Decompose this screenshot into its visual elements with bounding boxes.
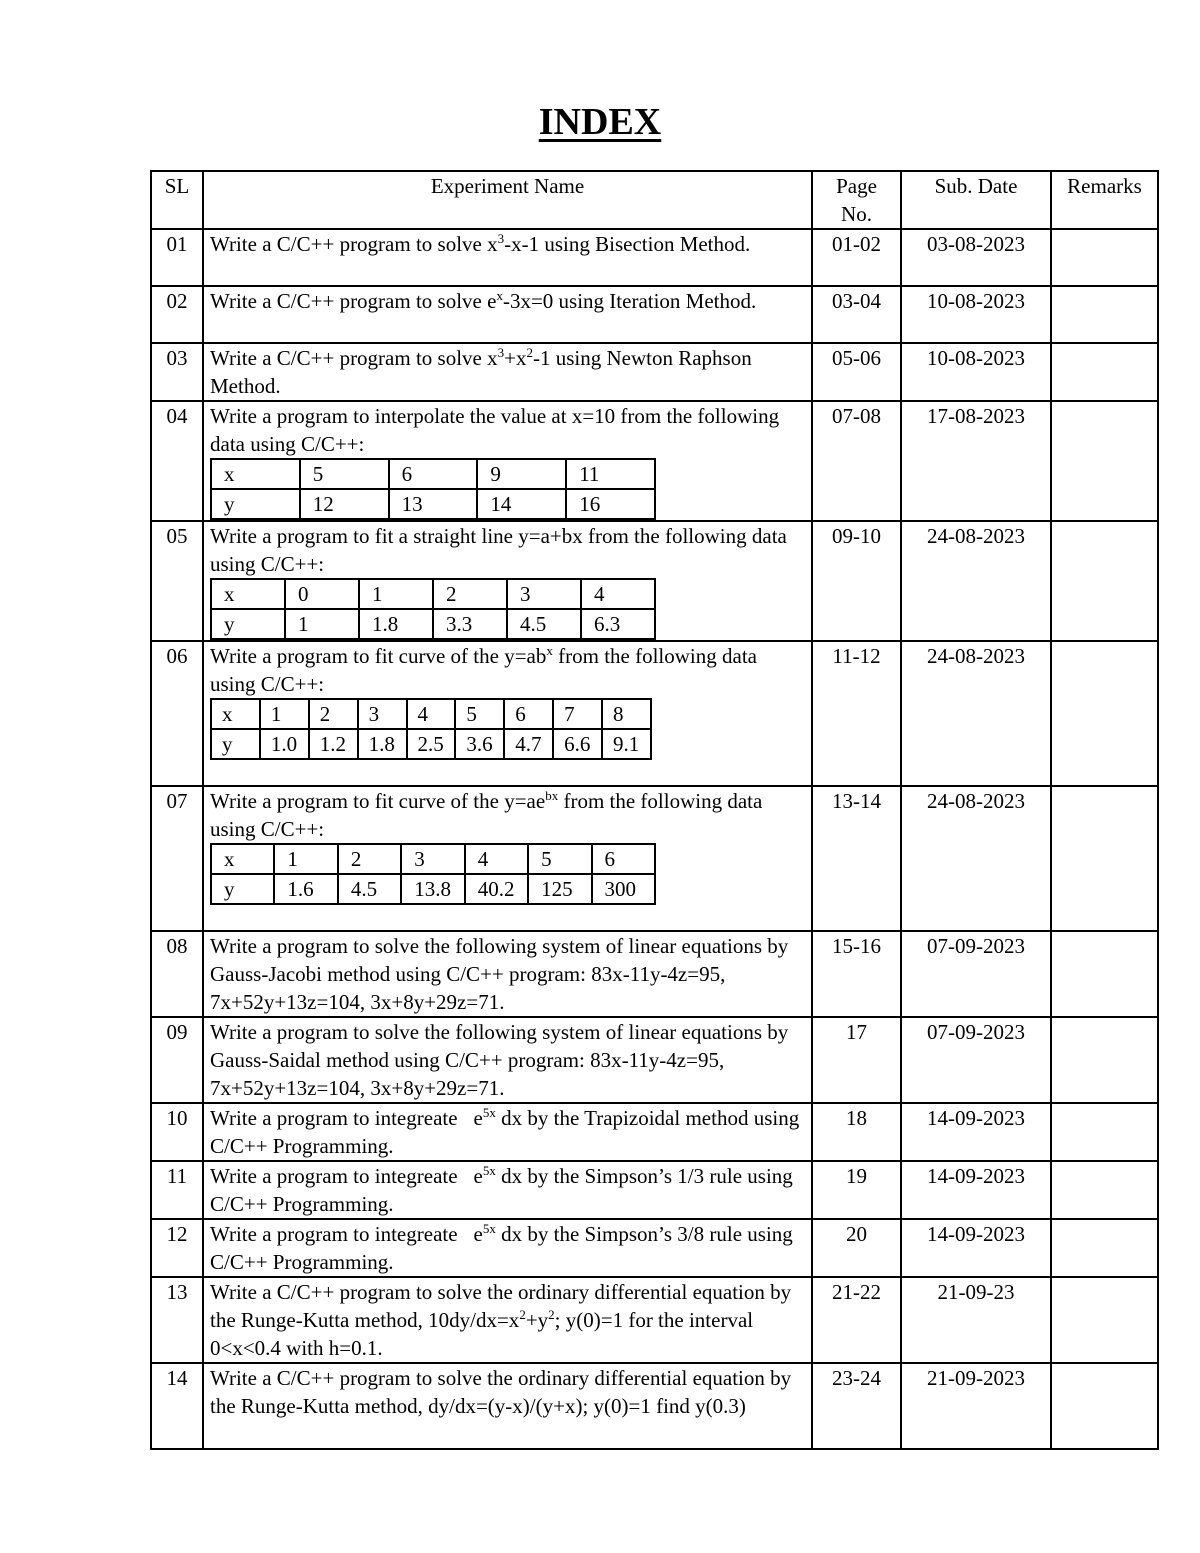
data-row-y [211,489,655,519]
remarks-cell [1051,1363,1158,1449]
data-cell: 13.8 [401,874,464,904]
table-row [151,521,1158,641]
data-table [210,843,656,905]
data-cell: 2 [338,844,401,874]
remarks-cell [1051,1103,1158,1161]
data-cell: 11 [566,459,655,489]
data-row-y [211,609,655,639]
date-cell: 21-09-23 [901,1277,1051,1363]
experiment-cell: Write a C/C++ program to solve $x^3-x-1$ using Bisection Method. [203,229,812,286]
data-cell: 1.8 [358,729,407,759]
experiment-cell: Write a C/C++ program to solve the ordinary differential equation by the Runge-Kutta method, $10dy/dx=x^2+y^2$; y(0)=1 for the interval 0<x<0.4 with h=0.1. [203,1277,812,1363]
date-cell: 24-08-2023 [901,521,1051,641]
table-row [151,1161,1158,1219]
page-cell: 17 [812,1017,901,1103]
data-table [210,578,656,640]
data-cell: x [211,579,285,609]
data-cell: 2 [433,579,507,609]
data-cell: 1 [260,699,309,729]
data-row-y [211,729,651,759]
date-cell: 03-08-2023 [901,229,1051,286]
data-cell: 14 [477,489,566,519]
table-row [151,1219,1158,1277]
page-cell: 19 [812,1161,901,1219]
data-row-x [211,459,655,489]
date-cell: 21-09-2023 [901,1363,1051,1449]
data-cell: 6 [504,699,553,729]
data-cell: y [211,489,300,519]
date-cell: 24-08-2023 [901,641,1051,786]
sl-cell: 07 [151,786,203,931]
data-cell: 1.2 [309,729,358,759]
data-cell: 0 [285,579,359,609]
table-row [151,343,1158,401]
remarks-cell [1051,641,1158,786]
data-table [210,698,652,760]
data-cell: 1 [359,579,433,609]
data-cell: y [211,874,274,904]
data-cell: 300 [592,874,655,904]
data-cell: 6 [592,844,655,874]
page-cell: 11-12 [812,641,901,786]
date-cell: 14-09-2023 [901,1219,1051,1277]
sl-cell: 06 [151,641,203,786]
data-cell: 9 [477,459,566,489]
data-cell: 40.2 [465,874,528,904]
data-cell: 1.6 [274,874,337,904]
data-row-x [211,699,651,729]
data-cell: 3.3 [433,609,507,639]
page-title: INDEX [538,101,662,143]
sl-cell: 04 [151,401,203,521]
page-cell: 15-16 [812,931,901,1017]
remarks-cell [1051,343,1158,401]
table-row [151,1277,1158,1363]
page-cell: 01-02 [812,229,901,286]
sl-cell: 05 [151,521,203,641]
experiment-cell: Write a program to fit curve of the $y=ab^x$ from the following data using C/C++: x 1 2 3 4 5 6 7 8 y 1.0 1.2 1.8 2.5 3.6 4.7 6.6 9.1 [203,641,812,786]
page-cell: 21-22 [812,1277,901,1363]
remarks-cell [1051,1277,1158,1363]
page-cell: 13-14 [812,786,901,931]
data-cell: x [211,459,300,489]
data-cell: 4.7 [504,729,553,759]
data-row-x [211,844,655,874]
remarks-cell [1051,286,1158,343]
sl-cell: 02 [151,286,203,343]
page-no-header: Page No. [812,171,901,229]
data-cell: 125 [528,874,591,904]
experiment-cell: Write a program to fit a straight line y=a+bx from the following data using C/C++: x 0 1 2 3 4 y 1 1.8 3.3 4.5 6.3 [203,521,812,641]
sl-cell: 10 [151,1103,203,1161]
experiment-cell: Write a C/C++ program to solve the ordinary differential equation by the Runge-Kutta method, dy/dx=(y-x)/(y+x); y(0)=1 find y(0.3) [203,1363,812,1449]
table-row [151,931,1158,1017]
page-cell: 05-06 [812,343,901,401]
table-row [151,401,1158,521]
data-cell: 12 [300,489,389,519]
data-cell: x [211,844,274,874]
remarks-header: Remarks [1051,171,1158,229]
data-cell: y [211,609,285,639]
table-row [151,286,1158,343]
experiment-cell: Write a C/C++ program to solve $e^x-3x=0$ using Iteration Method. [203,286,812,343]
data-table [210,458,656,520]
date-cell: 24-08-2023 [901,786,1051,931]
table-row [151,641,1158,786]
page-cell: 09-10 [812,521,901,641]
data-cell: 3.6 [455,729,504,759]
data-cell: 8 [602,699,651,729]
index-table [150,170,1159,1450]
experiment-cell: Write a program to interpolate the value at x=10 from the following data using C/C++: x 5 6 9 11 y 12 13 14 16 [203,401,812,521]
date-cell: 14-09-2023 [901,1161,1051,1219]
table-row [151,1017,1158,1103]
data-cell: 1.8 [359,609,433,639]
experiment-name-header: Experiment Name [203,171,812,229]
experiment-cell: Write a C/C++ program to solve $x^3+x^2-1$ using Newton Raphson Method. [203,343,812,401]
page-cell: 03-04 [812,286,901,343]
data-cell: y [211,729,260,759]
data-cell: 9.1 [602,729,651,759]
remarks-cell [1051,931,1158,1017]
date-cell: 07-09-2023 [901,931,1051,1017]
sub-date-header: Sub. Date [901,171,1051,229]
sl-cell: 08 [151,931,203,1017]
data-cell: 13 [389,489,478,519]
experiment-cell: Write a program to solve the following system of linear equations by Gauss-Saidal method using C/C++ program: 83x-11y-4z=95, 7x+52y+13z=104, 3x+8y+29z=71. [203,1017,812,1103]
remarks-cell [1051,229,1158,286]
data-cell: 3 [401,844,464,874]
table-row [151,1363,1158,1449]
sl-cell: 09 [151,1017,203,1103]
experiment-cell: Write a program to integreate $e^{5x}$ dx by the Simpson’s 3/8 rule using C/C++ Programming. [203,1219,812,1277]
table-row [151,229,1158,286]
data-row-x [211,579,655,609]
sl-cell: 14 [151,1363,203,1449]
page-cell: 23-24 [812,1363,901,1449]
sl-cell: 01 [151,229,203,286]
table-row [151,786,1158,931]
page-cell: 20 [812,1219,901,1277]
experiment-cell: Write a program to integreate $e^{5x}$ dx by the Simpson’s 1/3 rule using C/C++ Programming. [203,1161,812,1219]
remarks-cell [1051,1219,1158,1277]
data-cell: 3 [358,699,407,729]
date-cell: 17-08-2023 [901,401,1051,521]
data-cell: 1 [274,844,337,874]
data-cell: x [211,699,260,729]
experiment-cell: Write a program to integreate $e^{5x}$ dx by the Trapizoidal method using C/C++ Programming. [203,1103,812,1161]
page-cell: 07-08 [812,401,901,521]
data-cell: 5 [528,844,591,874]
date-cell: 07-09-2023 [901,1017,1051,1103]
remarks-cell [1051,1161,1158,1219]
sl-header: SL [151,171,203,229]
date-cell: 10-08-2023 [901,286,1051,343]
data-cell: 4 [407,699,456,729]
data-cell: 7 [553,699,602,729]
data-cell: 4 [465,844,528,874]
data-cell: 4.5 [507,609,581,639]
sl-cell: 13 [151,1277,203,1363]
remarks-cell [1051,1017,1158,1103]
remarks-cell [1051,786,1158,931]
data-cell: 5 [455,699,504,729]
data-cell: 6.3 [581,609,655,639]
data-cell: 6 [389,459,478,489]
data-cell: 4.5 [338,874,401,904]
table-row [151,1103,1158,1161]
remarks-cell [1051,521,1158,641]
sl-cell: 03 [151,343,203,401]
header-row [151,171,1158,229]
data-cell: 16 [566,489,655,519]
data-cell: 2.5 [407,729,456,759]
data-cell: 1 [285,609,359,639]
sl-cell: 11 [151,1161,203,1219]
remarks-cell [1051,401,1158,521]
experiment-cell: Write a program to fit curve of the $y=ae^{bx}$ from the following data using C/C++: x 1 2 3 4 5 6 y 1.6 4.5 13.8 40.2 125 300 [203,786,812,931]
data-row-y [211,874,655,904]
data-cell: 3 [507,579,581,609]
data-cell: 4 [581,579,655,609]
data-cell: 1.0 [260,729,309,759]
experiment-cell: Write a program to solve the following system of linear equations by Gauss-Jacobi method using C/C++ program: 83x-11y-4z=95, 7x+52y+13z=104, 3x+8y+29z=71. [203,931,812,1017]
data-cell: 6.6 [553,729,602,759]
data-cell: 2 [309,699,358,729]
page-cell: 18 [812,1103,901,1161]
date-cell: 10-08-2023 [901,343,1051,401]
date-cell: 14-09-2023 [901,1103,1051,1161]
data-cell: 5 [300,459,389,489]
sl-cell: 12 [151,1219,203,1277]
